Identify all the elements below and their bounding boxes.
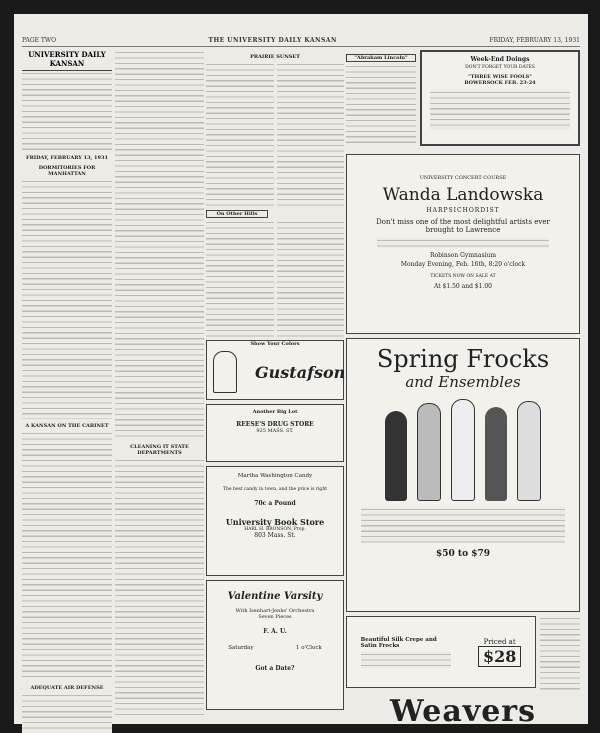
article-text [277, 62, 345, 208]
ad-text [540, 616, 580, 692]
got-a-date: Got a Date? [255, 665, 295, 672]
poem-title: PRAIRIE SUNSET [250, 54, 300, 60]
crepe-title: Beautiful Silk Crepe and Satin Frocks [360, 636, 437, 649]
ad-title: Another Big Lot [252, 409, 298, 415]
artist-name: Wanda Landowska [382, 185, 544, 205]
frocks-title: Spring Frocks [376, 345, 550, 373]
article-text [22, 431, 112, 681]
headline-air-defense: ADEQUATE AIR DEFENSE [30, 685, 104, 691]
valentine-varsity-ad [206, 580, 344, 710]
candy-tagline: The best candy in town, and the price is right [222, 487, 328, 492]
dance-time: 1 o'Clock [296, 645, 322, 651]
column-editorial [22, 50, 112, 710]
concert-venue: Robinson Gymnasium [429, 252, 497, 259]
show-colors-ad [206, 340, 344, 400]
column-ads-middle [206, 50, 344, 710]
article-text [22, 179, 112, 419]
frocks-subtitle: and Ensembles [405, 373, 521, 391]
other-hills-title: On Other Hills [206, 210, 268, 218]
bookstore-name: University Book Store [225, 517, 325, 527]
crepe-frocks-ad [346, 616, 536, 688]
ad-title: Week-End Doings [470, 56, 530, 63]
spring-frocks-ad [346, 338, 580, 612]
article-text [206, 220, 274, 340]
bookstore-owner: HARL H. BRONSON, Prop. [244, 527, 306, 532]
lincoln-notice [346, 50, 416, 150]
ad-line: DON'T FORGET YOUR DATES [465, 65, 535, 70]
venue: F. A. U. [263, 628, 287, 635]
issue-date: FRIDAY, FEBRUARY 13, 1931 [489, 36, 580, 44]
orchestra-size: Seven Pieces [258, 614, 292, 620]
date-line: FRIDAY, FEBRUARY 13, 1931 [26, 155, 108, 161]
column-ads-right [346, 50, 580, 729]
newspaper-page [14, 14, 588, 729]
drug-store-ad [206, 404, 344, 462]
article-text [115, 50, 204, 440]
article-text [277, 220, 345, 340]
ad-text [361, 652, 451, 668]
artist-instrument: HARPSICHORDIST [426, 207, 500, 214]
store-address: 925 MASS. ST. [256, 428, 294, 434]
weavers-logo: Weavers [390, 694, 536, 729]
bookstore-address: 803 Mass. St. [254, 532, 296, 539]
headline-cleaning: CLEANING IT STATE DEPARTMENTS [130, 444, 189, 456]
concert-line2: brought to Lawrence [425, 226, 501, 234]
ad-text [430, 90, 570, 130]
store-name: REESE'S DRUG STORE [236, 421, 314, 428]
tickets-line: TICKETS NOW ON SALE AT [430, 274, 496, 279]
staff-listing [22, 71, 112, 151]
candy-bookstore-ad [206, 466, 344, 576]
play-title: "THREE WISE FOOLS" [468, 74, 532, 80]
page-number: PAGE TWO [22, 36, 56, 44]
ad-title: Show Your Colors [250, 341, 300, 347]
quote-text [377, 238, 549, 248]
concert-ad [346, 154, 580, 334]
play-dates: BOWERSOCK FEB. 23-24 [464, 80, 536, 86]
ad-brand: Gustafson [255, 363, 346, 382]
dance-day: Saturday [228, 645, 254, 651]
poem-text [206, 62, 274, 208]
orchestra: With Isenhart-Jenks' Orchestra [235, 608, 315, 614]
ad-text [361, 507, 565, 543]
crepe-price: $28 [478, 646, 521, 667]
frocks-price: $50 to $79 [436, 549, 490, 559]
concert-line1: Don't miss one of the most delightful artists ever [376, 218, 550, 226]
column-text [115, 50, 204, 710]
concert-series: UNIVERSITY CONCERT COURSE [419, 175, 507, 181]
page-header [22, 34, 580, 47]
lincoln-title: "Abraham Lincoln" [346, 54, 416, 62]
candy-price: 70c a Pound [254, 500, 296, 507]
figure-illustration [213, 351, 237, 393]
week-end-doings-ad [420, 50, 580, 146]
paper-name: THE UNIVERSITY DAILY KANSAN [208, 36, 337, 44]
ticket-prices: At $1.50 and $1.00 [434, 283, 492, 290]
article-text [115, 458, 204, 718]
headline-dormitories: DORMITORIES FOR MANHATTAN [38, 165, 96, 177]
priced-at: Priced at [483, 637, 516, 646]
dance-title: Valentine Varsity [227, 591, 323, 602]
headline-cabinet: A KANSAN ON THE CABINET [25, 423, 109, 429]
candy-title: Martha Washington Candy [237, 473, 313, 479]
article-text [22, 693, 112, 733]
fashion-illustration [347, 391, 579, 501]
article-text [346, 64, 416, 144]
concert-time: Monday Evening, Feb. 16th, 8:20 o'clock [400, 261, 526, 268]
masthead: UNIVERSITY DAILY KANSAN [22, 50, 112, 71]
